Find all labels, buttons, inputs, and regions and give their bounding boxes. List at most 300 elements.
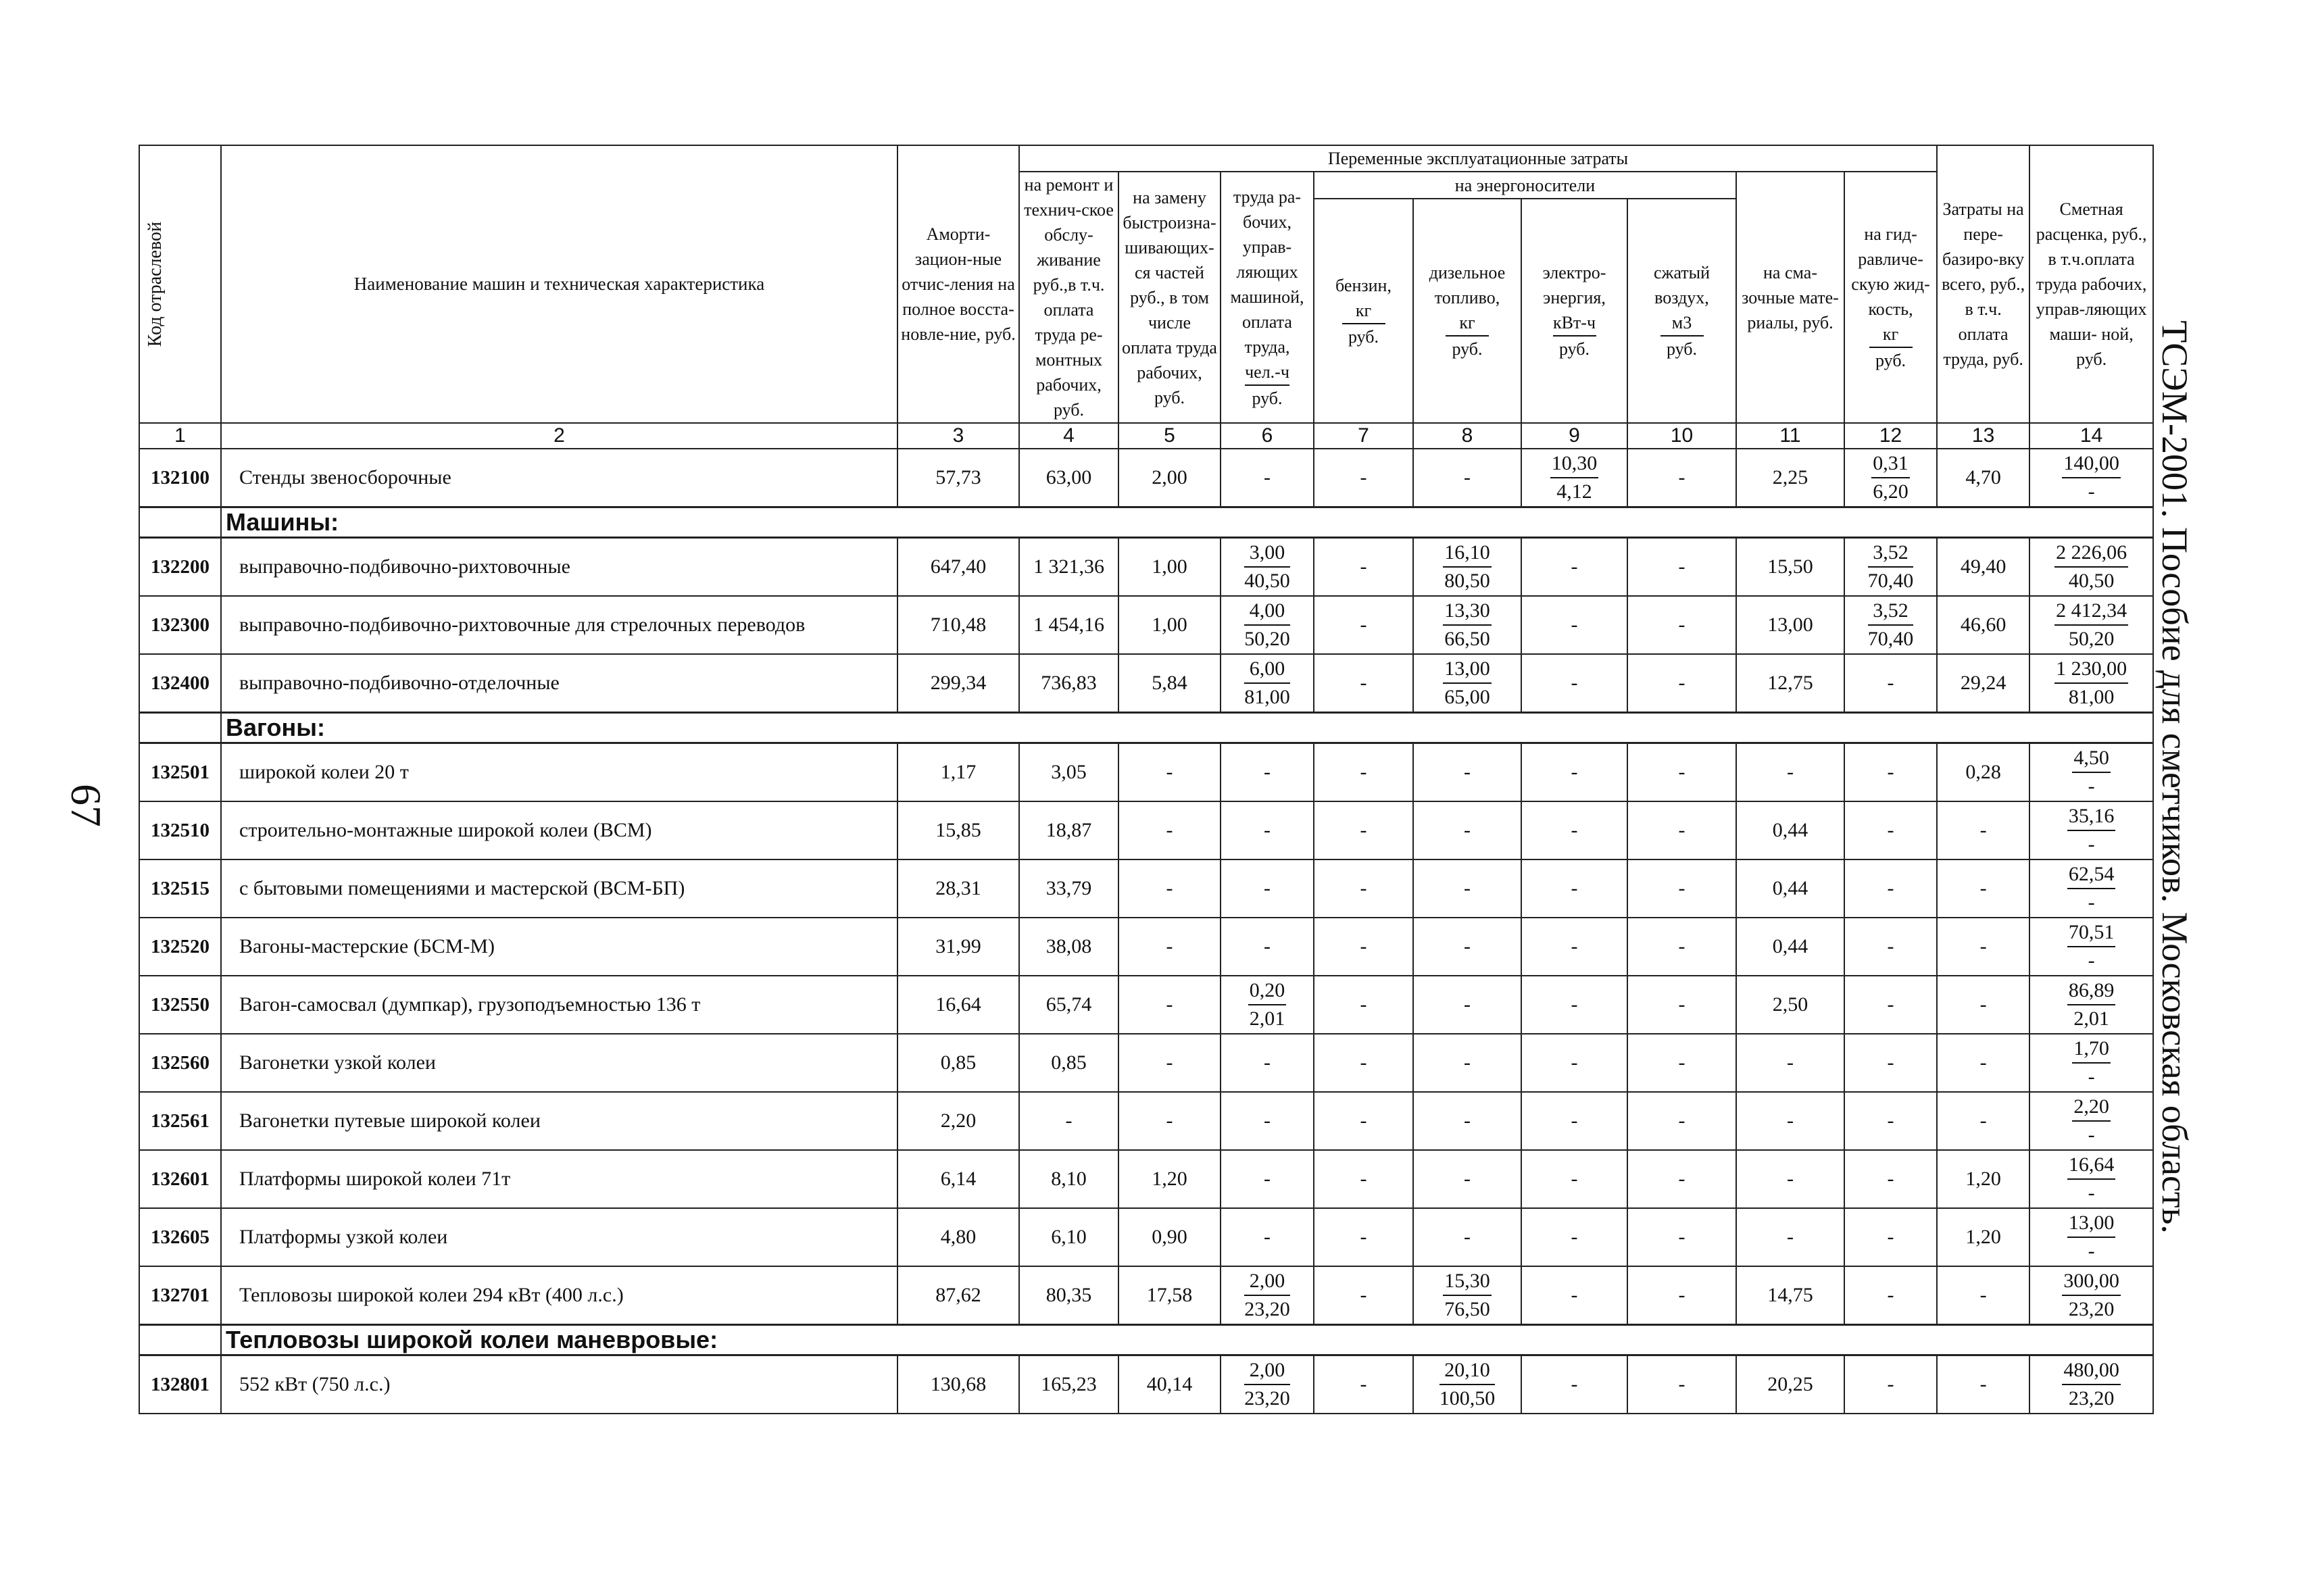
labor-cell [1221,1266,1314,1325]
value-top: 2,00 [1244,1268,1290,1296]
replace-parts-cell: - [1118,859,1221,918]
gasoline-cell: - [1314,1208,1413,1266]
row-code: 132100 [139,449,221,507]
amortization-cell: 647,40 [897,538,1019,597]
value-bottom: 80,50 [1444,570,1490,592]
relocation-cell: - [1937,1092,2029,1150]
hydraulic-cell: - [1844,1266,1937,1325]
row-name: широкой колеи 20 т [221,743,897,802]
header-variable-costs: Переменные эксплуатационные затраты [1019,145,1937,172]
lubricant-cell: - [1736,1150,1844,1208]
table-body [139,449,2153,1414]
compressed-air-cell: - [1627,743,1736,802]
labor-cell: - [1221,1150,1314,1208]
row-name: строительно-монтажные широкой колеи (ВСМ) [221,801,897,859]
value-top: 16,64 [2067,1151,2116,1180]
row-name: выправочно-подбивочно-рихтовочные [221,538,897,597]
estimate-cell [2029,1150,2153,1208]
header-electric: электро-энергия, кВт-ч руб. [1521,199,1627,423]
row-code: 132801 [139,1355,221,1414]
diesel-cell: - [1413,859,1521,918]
labor-cell: - [1221,743,1314,802]
hydraulic-cell: - [1844,976,1937,1034]
diesel-cell [1413,654,1521,713]
compressed-air-cell: - [1627,918,1736,976]
amortization-cell: 15,85 [897,801,1019,859]
column-number: 1 [139,423,221,449]
estimate-cell [2029,743,2153,802]
section-label: Машины: [221,507,2153,538]
header-labor: труда ра-бочих, управ-ляющих машиной, оплата труда, чел.-ч руб. [1221,172,1314,423]
repair-cell: 6,10 [1019,1208,1118,1266]
amortization-cell: 130,68 [897,1355,1019,1414]
labor-cell [1221,538,1314,597]
labor-cell: - [1221,449,1314,507]
value-bottom: 66,50 [1444,628,1490,650]
relocation-cell: - [1937,1034,2029,1092]
replace-parts-cell: - [1118,976,1221,1034]
diesel-cell: - [1413,1208,1521,1266]
value-bottom: 23,20 [2068,1298,2115,1320]
replace-parts-cell: 2,00 [1118,449,1221,507]
value-bottom: - [2088,1066,2095,1088]
table-row [139,1355,2153,1414]
labor-cell [1221,976,1314,1034]
compressed-air-cell: - [1627,1034,1736,1092]
estimate-cell [2029,1092,2153,1150]
compressed-air-cell: - [1627,976,1736,1034]
amortization-cell: 31,99 [897,918,1019,976]
section-spacer [139,713,221,743]
estimate-cell [2029,1266,2153,1325]
value-bottom: 40,50 [2068,570,2115,592]
value-top: 0,20 [1248,977,1287,1005]
table-row [139,1208,2153,1266]
value-bottom: 65,00 [1444,686,1490,708]
lubricant-cell: 13,00 [1736,596,1844,654]
price-table [139,145,2154,1414]
repair-cell: 18,87 [1019,801,1118,859]
diesel-cell: - [1413,743,1521,802]
relocation-cell: - [1937,976,2029,1034]
gasoline-cell: - [1314,654,1413,713]
diesel-cell: - [1413,1150,1521,1208]
labor-cell: - [1221,1092,1314,1150]
lubricant-cell: 0,44 [1736,859,1844,918]
header-hydraulic: на гид-равличе-скую жид-кость, кг руб. [1844,172,1937,423]
row-code: 132561 [139,1092,221,1150]
header-lubricant: на сма-зочные мате-риалы, руб. [1736,172,1844,423]
column-number: 5 [1118,423,1221,449]
estimate-cell [2029,596,2153,654]
gasoline-cell: - [1314,801,1413,859]
compressed-air-cell: - [1627,1266,1736,1325]
value-bottom: - [2088,775,2095,797]
repair-cell: 1 454,16 [1019,596,1118,654]
row-code: 132515 [139,859,221,918]
electric-cell: - [1521,1034,1627,1092]
replace-parts-cell: 40,14 [1118,1355,1221,1414]
header-estimate: Сметная расценка, руб., в т.ч.оплата труда рабочих, управ-ляющих маши- ной, руб. [2029,145,2153,423]
amortization-cell: 299,34 [897,654,1019,713]
gasoline-cell: - [1314,976,1413,1034]
hydraulic-cell: - [1844,918,1937,976]
row-name: Вагон-самосвал (думпкар), грузоподъемностью 136 т [221,976,897,1034]
value-top: 3,52 [1868,597,1914,626]
column-number: 11 [1736,423,1844,449]
labor-cell: - [1221,859,1314,918]
replace-parts-cell: 1,00 [1118,596,1221,654]
column-numbers-row [139,423,2153,449]
row-code: 132560 [139,1034,221,1092]
table-row [139,976,2153,1034]
diesel-cell [1413,538,1521,597]
compressed-air-cell: - [1627,1150,1736,1208]
compressed-air-cell: - [1627,449,1736,507]
electric-cell: - [1521,596,1627,654]
electric-cell: - [1521,1092,1627,1150]
electric-cell: - [1521,976,1627,1034]
column-number: 10 [1627,423,1736,449]
value-bottom: 23,20 [1244,1298,1290,1320]
electric-cell: - [1521,538,1627,597]
replace-parts-cell: 0,90 [1118,1208,1221,1266]
compressed-air-cell: - [1627,1355,1736,1414]
table-row [139,654,2153,713]
repair-cell: 736,83 [1019,654,1118,713]
gasoline-cell: - [1314,1150,1413,1208]
replace-parts-cell: 1,00 [1118,538,1221,597]
estimate-cell [2029,801,2153,859]
value-bottom: 2,01 [2073,1007,2109,1030]
hydraulic-cell [1844,596,1937,654]
column-number: 7 [1314,423,1413,449]
relocation-cell: 46,60 [1937,596,2029,654]
table-row [139,743,2153,802]
header-repair: на ремонт и технич-ское обслу-живание руб.,в т.ч. оплата труда ре-монтных рабочих, руб. [1019,172,1118,423]
compressed-air-cell: - [1627,1208,1736,1266]
value-top: 2 226,06 [2054,539,2128,568]
value-bottom: - [2088,1240,2095,1262]
repair-cell: 3,05 [1019,743,1118,802]
repair-cell: 8,10 [1019,1150,1118,1208]
value-bottom: 81,00 [2068,686,2115,708]
gasoline-cell: - [1314,596,1413,654]
hydraulic-cell [1844,449,1937,507]
value-bottom: 23,20 [2068,1387,2115,1410]
relocation-cell: 1,20 [1937,1150,2029,1208]
row-name: Стенды звеносборочные [221,449,897,507]
row-name: Платформы узкой колеи [221,1208,897,1266]
value-top: 86,89 [2067,977,2116,1005]
lubricant-cell: 20,25 [1736,1355,1844,1414]
amortization-cell: 16,64 [897,976,1019,1034]
compressed-air-cell: - [1627,1092,1736,1150]
header-amortization: Аморти-зацион-ные отчис-ления на полное восста-новле-ние, руб. [897,145,1019,423]
diesel-cell: - [1413,801,1521,859]
value-top: 70,51 [2067,919,2116,947]
row-code: 132520 [139,918,221,976]
compressed-air-cell: - [1627,538,1736,597]
lubricant-cell: - [1736,1092,1844,1150]
repair-cell: 165,23 [1019,1355,1118,1414]
labor-cell: - [1221,1034,1314,1092]
table-row [139,538,2153,597]
value-bottom: - [2088,1182,2095,1204]
value-top: 1,70 [2072,1035,2111,1064]
value-top: 2,00 [1244,1357,1290,1385]
value-bottom: 81,00 [1244,686,1290,708]
gasoline-cell: - [1314,918,1413,976]
replace-parts-cell: 17,58 [1118,1266,1221,1325]
amortization-cell: 57,73 [897,449,1019,507]
lubricant-cell: - [1736,743,1844,802]
diesel-cell [1413,596,1521,654]
relocation-cell: - [1937,1266,2029,1325]
electric-cell: - [1521,654,1627,713]
relocation-cell: - [1937,801,2029,859]
lubricant-cell: 12,75 [1736,654,1844,713]
column-number: 8 [1413,423,1521,449]
row-name: выправочно-подбивочно-отделочные [221,654,897,713]
section-row [139,1325,2153,1355]
price-table-sheet [139,145,2152,1414]
value-bottom: 40,50 [1244,570,1290,592]
value-top: 3,00 [1244,539,1290,568]
estimate-cell [2029,1208,2153,1266]
estimate-cell [2029,859,2153,918]
electric-cell: - [1521,1150,1627,1208]
column-number: 3 [897,423,1019,449]
value-top: 4,00 [1244,597,1290,626]
row-name: 552 кВт (750 л.с.) [221,1355,897,1414]
estimate-cell [2029,1034,2153,1092]
value-bottom: - [2088,1124,2095,1146]
value-top: 20,10 [1439,1357,1496,1385]
row-code: 132550 [139,976,221,1034]
amortization-cell: 4,80 [897,1208,1019,1266]
header-gasoline: бензин, кг руб. [1314,199,1413,423]
estimate-cell [2029,976,2153,1034]
table-row [139,596,2153,654]
gasoline-cell: - [1314,743,1413,802]
table-row [139,801,2153,859]
diesel-cell: - [1413,976,1521,1034]
estimate-cell [2029,538,2153,597]
value-top: 0,31 [1871,450,1910,478]
value-top: 13,00 [1443,655,1492,684]
hydraulic-cell: - [1844,801,1937,859]
table-row [139,1266,2153,1325]
repair-cell: 80,35 [1019,1266,1118,1325]
value-bottom: - [2088,833,2095,855]
row-name: Вагонетки путевые широкой колеи [221,1092,897,1150]
column-number: 12 [1844,423,1937,449]
value-bottom: 100,50 [1439,1387,1496,1410]
value-top: 10,30 [1550,450,1599,478]
gasoline-cell: - [1314,859,1413,918]
hydraulic-cell: - [1844,654,1937,713]
estimate-cell [2029,654,2153,713]
labor-cell [1221,654,1314,713]
section-row [139,713,2153,743]
amortization-cell: 6,14 [897,1150,1019,1208]
row-code: 132400 [139,654,221,713]
labor-cell [1221,1355,1314,1414]
value-bottom: 76,50 [1444,1298,1490,1320]
replace-parts-cell: - [1118,1034,1221,1092]
value-top: 6,00 [1244,655,1290,684]
estimate-cell [2029,1355,2153,1414]
hydraulic-cell: - [1844,1150,1937,1208]
relocation-cell: 0,28 [1937,743,2029,802]
row-code: 132300 [139,596,221,654]
gasoline-cell: - [1314,1266,1413,1325]
row-name: с бытовыми помещениями и мастерской (ВСМ-БП) [221,859,897,918]
value-bottom: 50,20 [1244,628,1290,650]
section-spacer [139,1325,221,1355]
header-replace-parts: на замену быстроизна-шивающих-ся частей руб., в том числе оплата труда рабочих, руб. [1118,172,1221,423]
header-relocation: Затраты на пере-базиро-вку всего, руб., в т.ч. оплата труда, руб. [1937,145,2029,423]
value-top: 13,00 [2067,1210,2116,1238]
relocation-cell: 4,70 [1937,449,2029,507]
diesel-cell [1413,1355,1521,1414]
hydraulic-cell: - [1844,859,1937,918]
row-code: 132200 [139,538,221,597]
column-number: 13 [1937,423,2029,449]
row-code: 132701 [139,1266,221,1325]
repair-cell: 1 321,36 [1019,538,1118,597]
replace-parts-cell: - [1118,801,1221,859]
value-top: 140,00 [2062,450,2121,478]
electric-cell: - [1521,1266,1627,1325]
diesel-cell: - [1413,1034,1521,1092]
value-bottom: - [2088,480,2095,503]
lubricant-cell: 15,50 [1736,538,1844,597]
repair-cell: 33,79 [1019,859,1118,918]
value-bottom: 50,20 [2068,628,2115,650]
value-top: 1 230,00 [2054,655,2128,684]
hydraulic-cell [1844,538,1937,597]
row-name: Вагоны-мастерские (БСМ-М) [221,918,897,976]
table-header [139,145,2153,449]
amortization-cell: 0,85 [897,1034,1019,1092]
compressed-air-cell: - [1627,801,1736,859]
row-code: 132501 [139,743,221,802]
column-number: 14 [2029,423,2153,449]
value-top: 3,52 [1868,539,1914,568]
section-label: Вагоны: [221,713,2153,743]
value-bottom: 6,20 [1873,480,1909,503]
electric-cell: - [1521,1355,1627,1414]
relocation-cell: - [1937,859,2029,918]
estimate-cell [2029,918,2153,976]
value-bottom: 23,20 [1244,1387,1290,1410]
header-energy: на энергоносители [1314,172,1736,199]
relocation-cell: 29,24 [1937,654,2029,713]
hydraulic-cell: - [1844,743,1937,802]
repair-cell: 65,74 [1019,976,1118,1034]
column-number: 6 [1221,423,1314,449]
estimate-cell [2029,449,2153,507]
electric-cell: - [1521,801,1627,859]
lubricant-cell: 0,44 [1736,801,1844,859]
amortization-cell: 710,48 [897,596,1019,654]
replace-parts-cell: - [1118,743,1221,802]
value-bottom: 70,40 [1867,628,1914,650]
row-name: Тепловозы широкой колеи 294 кВт (400 л.с.) [221,1266,897,1325]
header-code: Код отраслевой [139,145,221,423]
column-number: 4 [1019,423,1118,449]
repair-cell: 63,00 [1019,449,1118,507]
section-row [139,507,2153,538]
amortization-cell: 2,20 [897,1092,1019,1150]
section-label: Тепловозы широкой колеи маневровые: [221,1325,2153,1355]
amortization-cell: 1,17 [897,743,1019,802]
gasoline-cell: - [1314,538,1413,597]
hydraulic-cell: - [1844,1092,1937,1150]
lubricant-cell: 2,25 [1736,449,1844,507]
labor-cell: - [1221,1208,1314,1266]
value-top: 16,10 [1443,539,1492,568]
replace-parts-cell: 5,84 [1118,654,1221,713]
gasoline-cell: - [1314,1034,1413,1092]
row-code: 132510 [139,801,221,859]
compressed-air-cell: - [1627,596,1736,654]
value-top: 13,30 [1443,597,1492,626]
value-top: 62,54 [2067,861,2116,889]
lubricant-cell: 14,75 [1736,1266,1844,1325]
section-spacer [139,507,221,538]
row-code: 132605 [139,1208,221,1266]
labor-cell: - [1221,801,1314,859]
relocation-cell: 49,40 [1937,538,2029,597]
value-bottom: - [2088,891,2095,914]
compressed-air-cell: - [1627,654,1736,713]
gasoline-cell: - [1314,1092,1413,1150]
lubricant-cell: - [1736,1208,1844,1266]
value-top: 300,00 [2062,1268,2121,1296]
repair-cell: - [1019,1092,1118,1150]
header-compressed-air: сжатый воздух, м3 руб. [1627,199,1736,423]
replace-parts-cell: - [1118,1092,1221,1150]
column-number: 9 [1521,423,1627,449]
gasoline-cell: - [1314,1355,1413,1414]
amortization-cell: 28,31 [897,859,1019,918]
labor-cell: - [1221,918,1314,976]
table-row [139,1034,2153,1092]
diesel-cell [1413,1266,1521,1325]
repair-cell: 0,85 [1019,1034,1118,1092]
gasoline-cell: - [1314,449,1413,507]
row-code: 132601 [139,1150,221,1208]
value-top: 2 412,34 [2054,597,2128,626]
amortization-cell: 87,62 [897,1266,1019,1325]
electric-cell [1521,449,1627,507]
lubricant-cell: - [1736,1034,1844,1092]
page-number: 67 [62,784,110,827]
diesel-cell: - [1413,1092,1521,1150]
relocation-cell: - [1937,918,2029,976]
side-title: ТСЭМ-2001. Пособие для сметчиков. Московская область. [2155,320,2195,1234]
labor-cell [1221,596,1314,654]
value-top: 2,20 [2072,1093,2111,1122]
electric-cell: - [1521,1208,1627,1266]
value-top: 4,50 [2072,745,2111,773]
header-name: Наименование машин и техническая характеристика [221,145,897,423]
table-row [139,918,2153,976]
row-name: выправочно-подбивочно-рихтовочные для стрелочных переводов [221,596,897,654]
